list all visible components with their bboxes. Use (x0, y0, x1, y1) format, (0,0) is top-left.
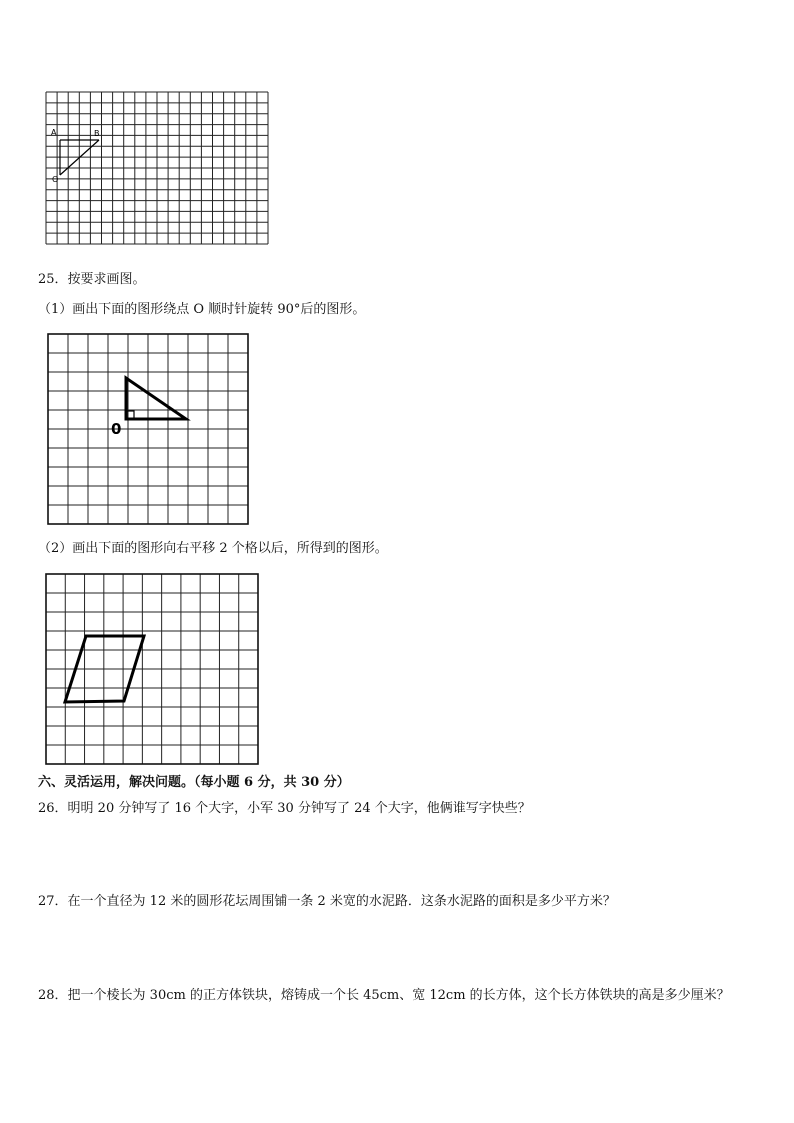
question-27: 27．在一个直径为 12 米的圆形花坛周围铺一条 2 米宽的水泥路．这条水泥路的面积是多少平方米？ (38, 894, 616, 909)
grid-lines (46, 92, 268, 244)
grid-lines (48, 334, 248, 524)
section-6-heading: 六、灵活运用，解决问题。（每小题 6 分，共 30 分） (38, 775, 350, 790)
grid-figure-abo (44, 90, 270, 246)
point-label-a: A (51, 128, 57, 137)
grid-figure-rotation (46, 332, 250, 526)
question-26: 26．明明 20 分钟写了 16 个大字，小军 30 分钟写了 24 个大字，他俩谁写字快些？ (38, 801, 531, 816)
q25-title: 25．按要求画图。 (38, 272, 146, 287)
right-triangle (126, 378, 186, 419)
question-28: 28．把一个棱长为 30cm 的正方体铁块，熔铸成一个长 45cm、宽 12cm 的长方体，这个长方体铁块的高是多少厘米？ (38, 988, 730, 1003)
point-label-b: B (94, 129, 100, 138)
rotation-point-label: 0 (111, 420, 122, 438)
point-label-o: O (52, 175, 59, 184)
grid-lines (46, 574, 258, 764)
q25-part1: （1）画出下面的图形绕点 O 顺时针旋转 90°后的图形。 (38, 302, 366, 317)
grid-figure-translation (44, 572, 260, 766)
q25-part2: （2）画出下面的图形向右平移 2 个格以后，所得到的图形。 (38, 541, 388, 556)
